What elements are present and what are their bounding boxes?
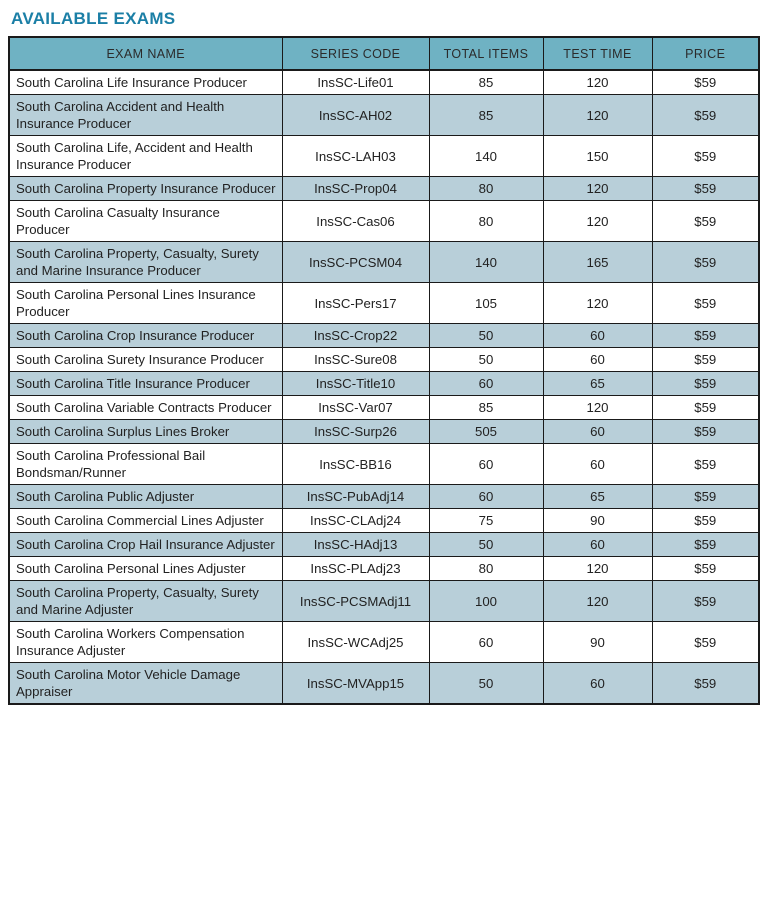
cell-exam-name: South Carolina Property Insurance Producer <box>9 177 282 201</box>
cell-exam-name: South Carolina Casualty Insurance Producer <box>9 201 282 242</box>
cell-series-code: InsSC-Pers17 <box>282 283 429 324</box>
cell-total-items: 85 <box>429 95 543 136</box>
cell-exam-name: South Carolina Surety Insurance Producer <box>9 348 282 372</box>
cell-total-items: 80 <box>429 201 543 242</box>
cell-series-code: InsSC-CLAdj24 <box>282 509 429 533</box>
cell-price: $59 <box>652 509 759 533</box>
cell-series-code: InsSC-Crop22 <box>282 324 429 348</box>
cell-total-items: 140 <box>429 242 543 283</box>
cell-total-items: 50 <box>429 348 543 372</box>
cell-price: $59 <box>652 324 759 348</box>
cell-price: $59 <box>652 242 759 283</box>
cell-price: $59 <box>652 201 759 242</box>
cell-test-time: 120 <box>543 95 652 136</box>
cell-price: $59 <box>652 420 759 444</box>
cell-price: $59 <box>652 622 759 663</box>
cell-test-time: 120 <box>543 396 652 420</box>
cell-series-code: InsSC-MVApp15 <box>282 663 429 705</box>
cell-series-code: InsSC-LAH03 <box>282 136 429 177</box>
cell-exam-name: South Carolina Professional Bail Bondsman/Runner <box>9 444 282 485</box>
table-header <box>9 37 759 70</box>
table-row <box>9 509 759 533</box>
cell-total-items: 60 <box>429 622 543 663</box>
cell-total-items: 60 <box>429 444 543 485</box>
cell-price: $59 <box>652 177 759 201</box>
table-row <box>9 420 759 444</box>
cell-series-code: InsSC-BB16 <box>282 444 429 485</box>
cell-price: $59 <box>652 663 759 705</box>
table-row <box>9 396 759 420</box>
cell-exam-name: South Carolina Life Insurance Producer <box>9 70 282 95</box>
cell-exam-name: South Carolina Crop Insurance Producer <box>9 324 282 348</box>
cell-exam-name: South Carolina Property, Casualty, Surety and Marine Adjuster <box>9 581 282 622</box>
cell-price: $59 <box>652 396 759 420</box>
cell-series-code: InsSC-PCSMAdj11 <box>282 581 429 622</box>
table-row <box>9 444 759 485</box>
table-row <box>9 324 759 348</box>
cell-test-time: 65 <box>543 372 652 396</box>
cell-test-time: 120 <box>543 283 652 324</box>
table-row <box>9 663 759 705</box>
cell-price: $59 <box>652 557 759 581</box>
cell-test-time: 120 <box>543 70 652 95</box>
cell-total-items: 50 <box>429 663 543 705</box>
page-title: AVAILABLE EXAMS <box>11 9 176 28</box>
column-header-price: PRICE <box>652 37 759 70</box>
cell-exam-name: South Carolina Life, Accident and Health Insurance Producer <box>9 136 282 177</box>
cell-price: $59 <box>652 70 759 95</box>
available-exams-table <box>8 36 760 705</box>
cell-exam-name: South Carolina Crop Hail Insurance Adjuster <box>9 533 282 557</box>
cell-test-time: 60 <box>543 444 652 485</box>
cell-series-code: InsSC-HAdj13 <box>282 533 429 557</box>
cell-price: $59 <box>652 95 759 136</box>
cell-price: $59 <box>652 581 759 622</box>
cell-total-items: 75 <box>429 509 543 533</box>
cell-test-time: 60 <box>543 663 652 705</box>
cell-test-time: 120 <box>543 177 652 201</box>
cell-total-items: 60 <box>429 372 543 396</box>
table-body <box>9 70 759 704</box>
table-row <box>9 136 759 177</box>
cell-price: $59 <box>652 444 759 485</box>
table-row <box>9 581 759 622</box>
cell-exam-name: South Carolina Surplus Lines Broker <box>9 420 282 444</box>
table-row <box>9 177 759 201</box>
cell-total-items: 80 <box>429 177 543 201</box>
cell-test-time: 165 <box>543 242 652 283</box>
cell-test-time: 150 <box>543 136 652 177</box>
cell-price: $59 <box>652 283 759 324</box>
cell-test-time: 65 <box>543 485 652 509</box>
cell-price: $59 <box>652 348 759 372</box>
cell-test-time: 120 <box>543 557 652 581</box>
table-row <box>9 95 759 136</box>
cell-test-time: 60 <box>543 348 652 372</box>
cell-total-items: 140 <box>429 136 543 177</box>
cell-series-code: InsSC-Prop04 <box>282 177 429 201</box>
cell-series-code: InsSC-Surp26 <box>282 420 429 444</box>
cell-total-items: 505 <box>429 420 543 444</box>
cell-test-time: 90 <box>543 509 652 533</box>
cell-exam-name: South Carolina Workers Compensation Insurance Adjuster <box>9 622 282 663</box>
cell-test-time: 120 <box>543 581 652 622</box>
cell-total-items: 105 <box>429 283 543 324</box>
cell-series-code: InsSC-Cas06 <box>282 201 429 242</box>
table-row <box>9 348 759 372</box>
cell-total-items: 60 <box>429 485 543 509</box>
column-header-total-items: TOTAL ITEMS <box>429 37 543 70</box>
cell-series-code: InsSC-Sure08 <box>282 348 429 372</box>
cell-series-code: InsSC-WCAdj25 <box>282 622 429 663</box>
cell-exam-name: South Carolina Personal Lines Adjuster <box>9 557 282 581</box>
table-row <box>9 557 759 581</box>
cell-exam-name: South Carolina Accident and Health Insurance Producer <box>9 95 282 136</box>
cell-exam-name: South Carolina Variable Contracts Producer <box>9 396 282 420</box>
cell-series-code: InsSC-PCSM04 <box>282 242 429 283</box>
cell-series-code: InsSC-PubAdj14 <box>282 485 429 509</box>
cell-exam-name: South Carolina Property, Casualty, Surety and Marine Insurance Producer <box>9 242 282 283</box>
cell-series-code: InsSC-PLAdj23 <box>282 557 429 581</box>
cell-exam-name: South Carolina Title Insurance Producer <box>9 372 282 396</box>
cell-test-time: 60 <box>543 420 652 444</box>
cell-test-time: 120 <box>543 201 652 242</box>
cell-series-code: InsSC-Life01 <box>282 70 429 95</box>
cell-total-items: 85 <box>429 70 543 95</box>
cell-test-time: 60 <box>543 324 652 348</box>
column-header-test-time: TEST TIME <box>543 37 652 70</box>
cell-total-items: 80 <box>429 557 543 581</box>
cell-exam-name: South Carolina Personal Lines Insurance Producer <box>9 283 282 324</box>
cell-total-items: 100 <box>429 581 543 622</box>
column-header-series-code: SERIES CODE <box>282 37 429 70</box>
cell-series-code: InsSC-Title10 <box>282 372 429 396</box>
cell-total-items: 50 <box>429 324 543 348</box>
table-row <box>9 485 759 509</box>
cell-price: $59 <box>652 485 759 509</box>
cell-price: $59 <box>652 533 759 557</box>
table-row <box>9 242 759 283</box>
table-row <box>9 622 759 663</box>
cell-series-code: InsSC-Var07 <box>282 396 429 420</box>
cell-test-time: 60 <box>543 533 652 557</box>
table-row <box>9 533 759 557</box>
table-row <box>9 201 759 242</box>
cell-exam-name: South Carolina Public Adjuster <box>9 485 282 509</box>
cell-total-items: 50 <box>429 533 543 557</box>
column-header-exam-name: EXAM NAME <box>9 37 282 70</box>
cell-series-code: InsSC-AH02 <box>282 95 429 136</box>
cell-price: $59 <box>652 372 759 396</box>
table-header-row <box>9 37 759 70</box>
cell-exam-name: South Carolina Motor Vehicle Damage Appraiser <box>9 663 282 705</box>
table-row <box>9 283 759 324</box>
table-row <box>9 372 759 396</box>
table-row <box>9 70 759 95</box>
cell-test-time: 90 <box>543 622 652 663</box>
cell-total-items: 85 <box>429 396 543 420</box>
cell-price: $59 <box>652 136 759 177</box>
cell-exam-name: South Carolina Commercial Lines Adjuster <box>9 509 282 533</box>
